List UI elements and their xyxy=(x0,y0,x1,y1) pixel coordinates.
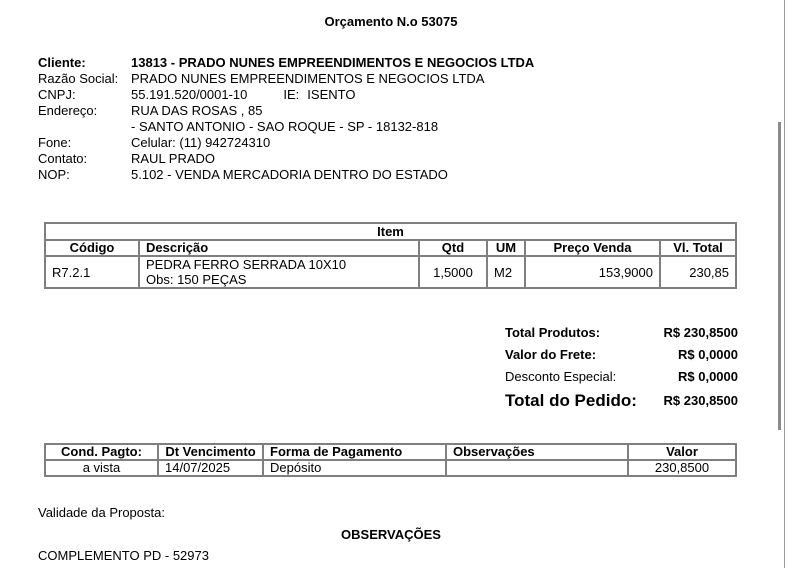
desconto-value: R$ 0,0000 xyxy=(678,369,738,384)
contato-row xyxy=(38,151,534,167)
total-produtos-label: Total Produtos: xyxy=(505,325,601,340)
cnpj-row xyxy=(38,87,534,103)
total-produtos-value: R$ 230,8500 xyxy=(663,325,738,340)
cell-qtd: 1,5000 xyxy=(419,256,487,288)
spacer xyxy=(38,119,131,135)
scrollbar-thumb[interactable] xyxy=(778,122,781,430)
items-title: Item xyxy=(45,223,736,240)
fone-label: Fone: xyxy=(38,135,72,150)
items-header-row xyxy=(45,240,736,256)
cell-obs xyxy=(446,460,628,476)
client-info xyxy=(38,55,534,183)
cell-valor: 230,8500 xyxy=(628,460,736,476)
contato-value: RAUL PRADO xyxy=(131,151,216,166)
descricao-obs: Obs: 150 PEÇAS xyxy=(146,272,247,287)
razao-social-value: PRADO NUNES EMPREENDIMENTOS E NEGOCIOS LTDA xyxy=(131,71,485,86)
cell-vencimento: 14/07/2025 xyxy=(158,460,263,476)
nop-row xyxy=(38,167,534,183)
cell-um: M2 xyxy=(487,256,525,288)
document-title: Orçamento N.o 53075 xyxy=(324,14,458,29)
total-produtos-row xyxy=(505,322,738,344)
client-row xyxy=(38,55,534,71)
complemento-text: COMPLEMENTO PD - 52973 xyxy=(38,548,209,563)
cell-codigo: R7.2.1 xyxy=(45,256,139,288)
frete-label: Valor do Frete: xyxy=(505,347,597,362)
frete-row xyxy=(505,344,738,366)
cnpj-value: 55.191.520/0001-10 xyxy=(131,87,248,102)
table-row xyxy=(45,256,736,288)
endereco-line2: - SANTO ANTONIO - SAO ROQUE - SP - 18132-818 xyxy=(131,119,439,134)
fone-row xyxy=(38,135,534,151)
cell-total: 230,85 xyxy=(660,256,736,288)
table-row xyxy=(45,460,736,476)
col-vencimento: Dt Vencimento xyxy=(158,444,263,460)
col-descricao: Descrição xyxy=(139,240,419,256)
col-codigo: Código xyxy=(45,240,139,256)
cnpj-label: CNPJ: xyxy=(38,87,76,102)
fone-value: Celular: (11) 942724310 xyxy=(131,135,271,150)
total-pedido-label: Total do Pedido: xyxy=(505,391,637,410)
payment-table xyxy=(44,443,737,477)
page-edge-divider xyxy=(784,0,785,568)
payment-header-row xyxy=(45,444,736,460)
endereco-row-2 xyxy=(38,119,534,135)
endereco-line1: RUA DAS ROSAS , 85 xyxy=(131,103,263,118)
desconto-row xyxy=(505,366,738,388)
cell-preco: 153,9000 xyxy=(525,256,660,288)
descricao-text: PEDRA FERRO SERRADA 10X10 xyxy=(146,257,347,272)
validade-label: Validade da Proposta: xyxy=(38,505,165,520)
col-forma: Forma de Pagamento xyxy=(263,444,446,460)
col-total: Vl. Total xyxy=(660,240,736,256)
razao-social-label: Razão Social: xyxy=(38,71,119,86)
items-title-row xyxy=(45,223,736,240)
endereco-label: Endereço: xyxy=(38,103,98,118)
col-observacoes: Observações xyxy=(446,444,628,460)
client-value: 13813 - PRADO NUNES EMPREENDIMENTOS E NEGOCIOS LTDA xyxy=(131,55,535,70)
col-cond-pagto: Cond. Pagto: xyxy=(45,444,158,460)
nop-value: 5.102 - VENDA MERCADORIA DENTRO DO ESTADO xyxy=(131,167,448,182)
col-valor: Valor xyxy=(628,444,736,460)
totals-block xyxy=(505,322,738,414)
nop-label: NOP: xyxy=(38,167,70,182)
observacoes-title: OBSERVAÇÕES xyxy=(341,527,441,542)
col-qtd: Qtd xyxy=(419,240,487,256)
cell-forma: Depósito xyxy=(263,460,446,476)
total-pedido-value: R$ 230,8500 xyxy=(663,393,738,408)
col-preco: Preço Venda xyxy=(525,240,660,256)
razao-social-row xyxy=(38,71,534,87)
frete-value: R$ 0,0000 xyxy=(678,347,738,362)
cell-cond: a vista xyxy=(45,460,158,476)
items-table xyxy=(44,222,737,289)
ie-label: IE: xyxy=(283,87,300,102)
total-pedido-row xyxy=(505,388,738,414)
cell-descricao xyxy=(139,256,419,288)
ie-value: ISENTO xyxy=(307,87,356,102)
client-label: Cliente: xyxy=(38,55,86,70)
contato-label: Contato: xyxy=(38,151,88,166)
desconto-label: Desconto Especial: xyxy=(505,369,617,384)
endereco-row xyxy=(38,103,534,119)
col-um: UM xyxy=(487,240,525,256)
